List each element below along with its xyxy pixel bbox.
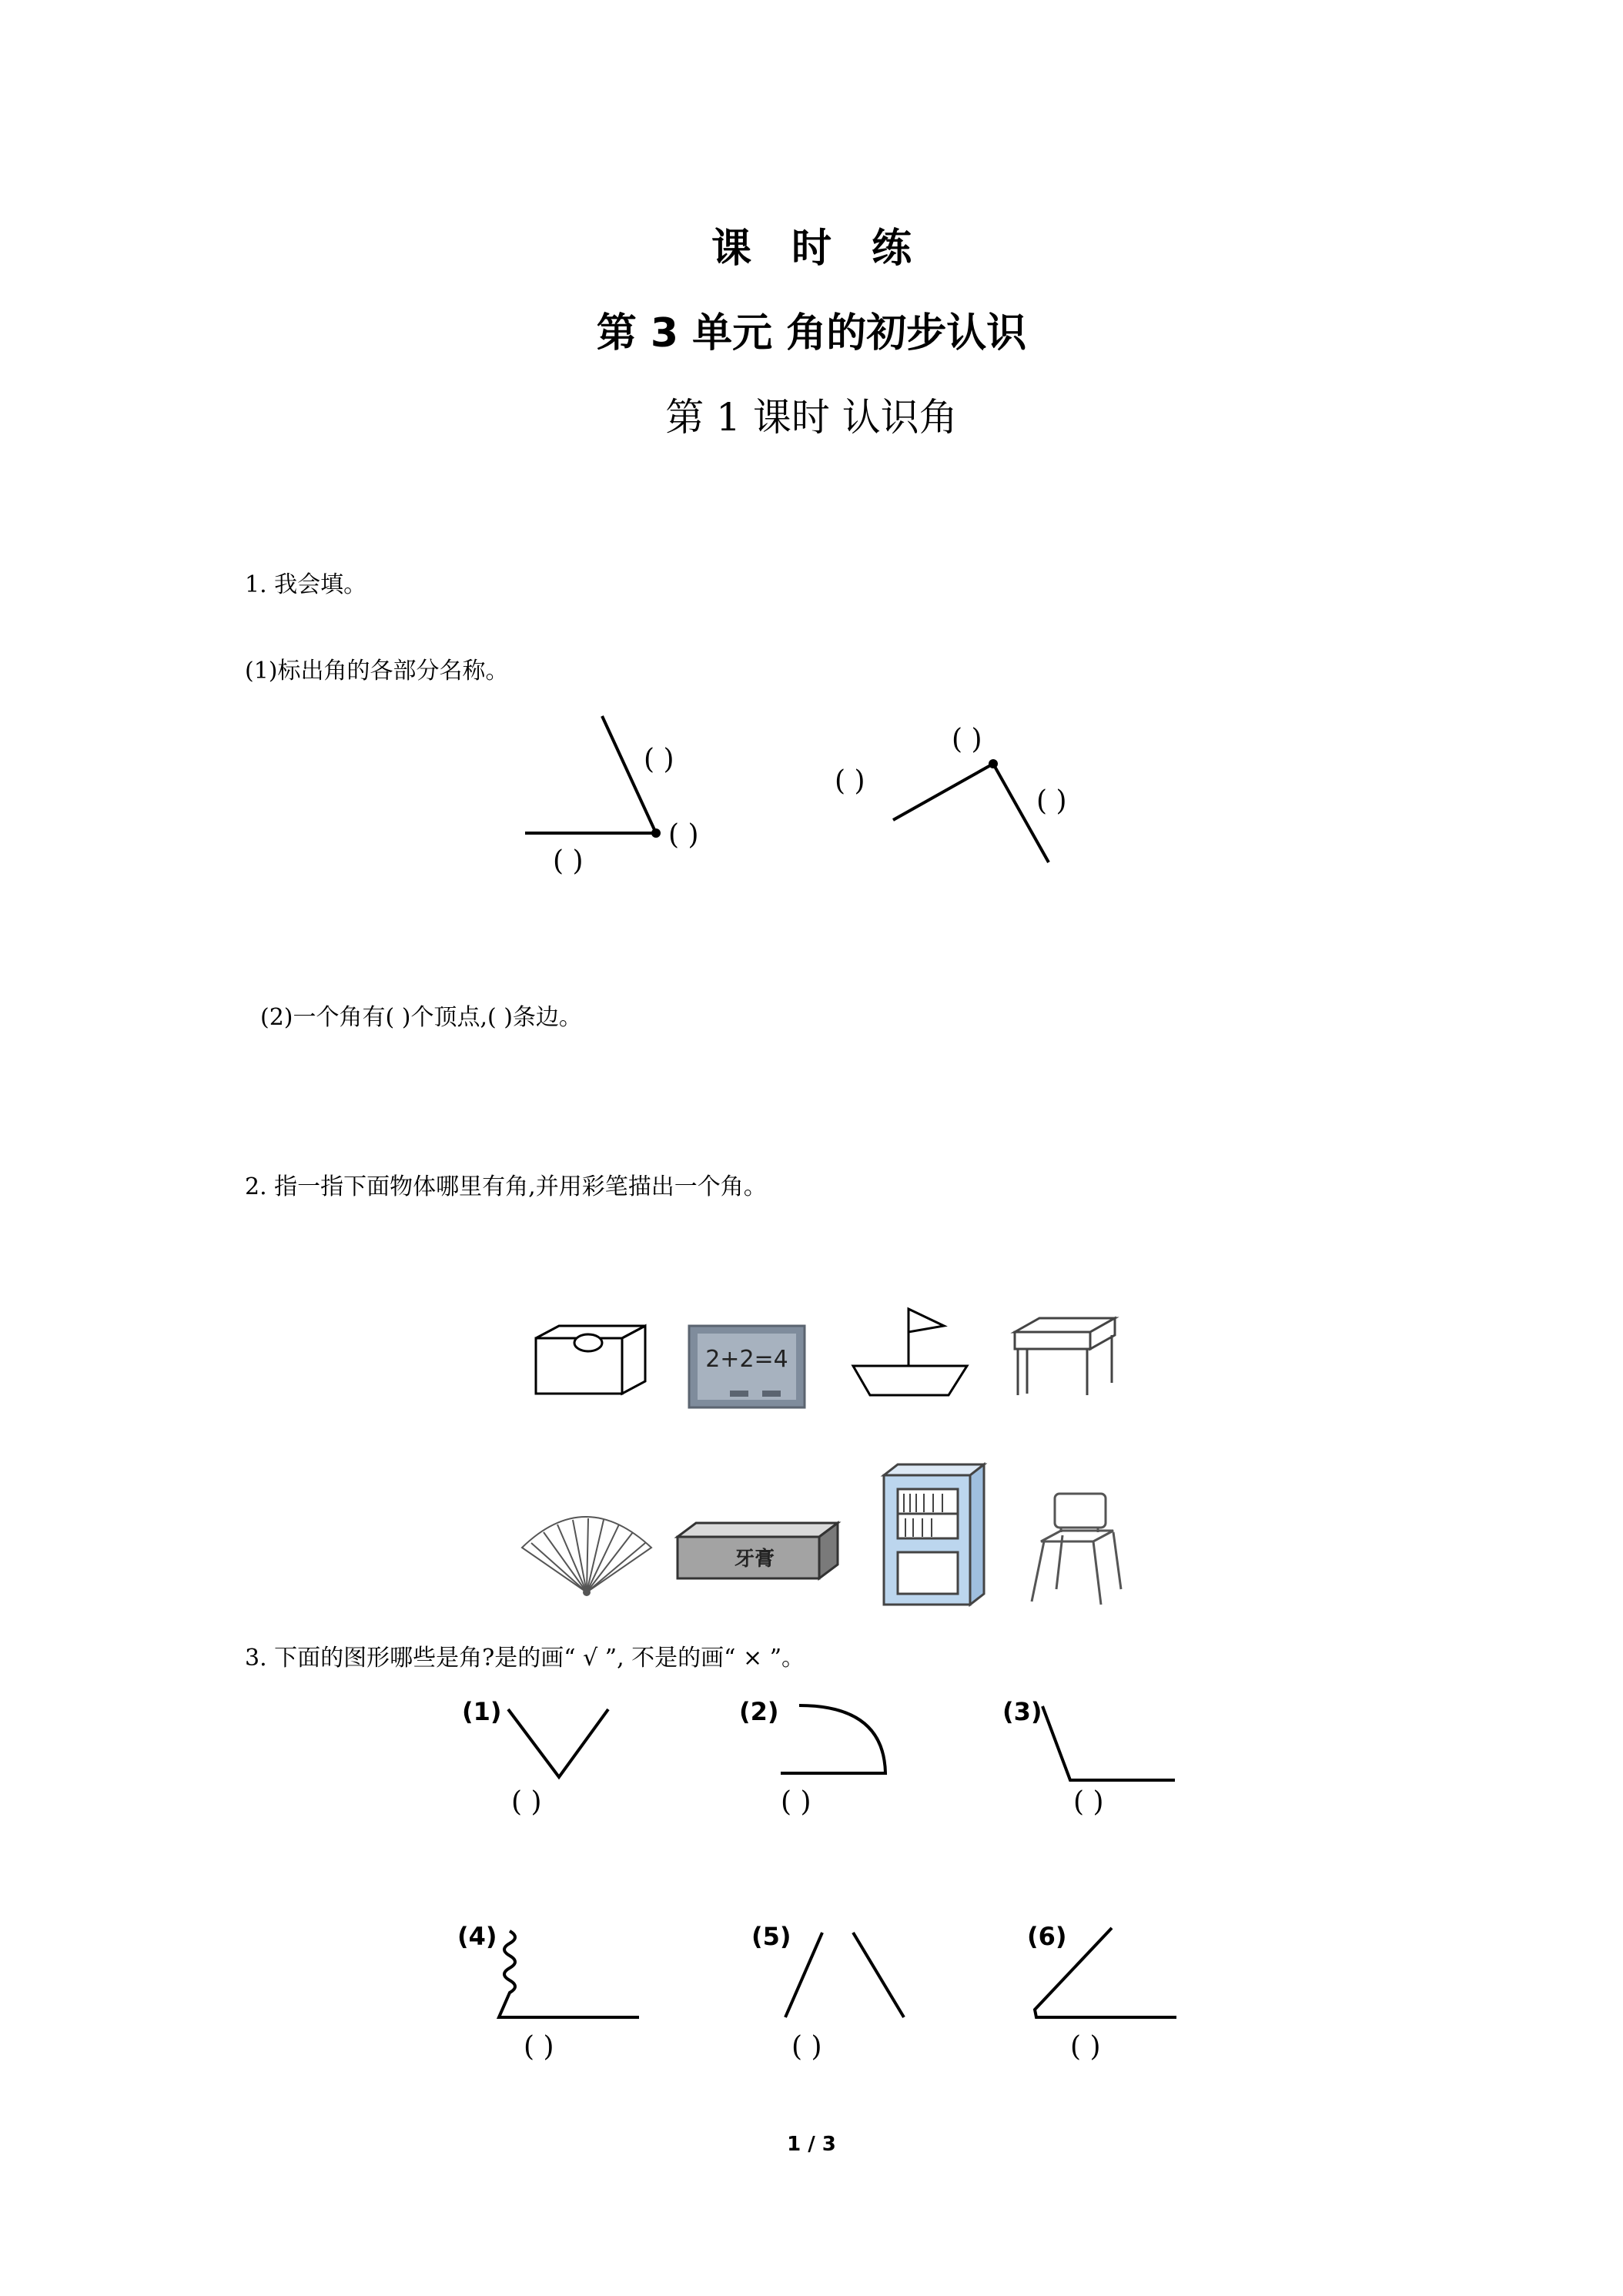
box-icon [536, 1326, 645, 1394]
q1-part1: (1)标出角的各部分名称。 [245, 658, 509, 684]
blackboard-text: 2+2=4 [705, 1346, 788, 1373]
q2-heading: 2. 指一指下面物体哪里有角,并用彩笔描出一个角。 [245, 1173, 767, 1200]
unit-title: 第 3 单元 角的初步认识 [596, 310, 1027, 356]
blank-side-a2[interactable]: ( ) [553, 845, 584, 877]
answer-blank-5[interactable]: ( ) [791, 2031, 822, 2063]
lesson-title: 第 1 课时 认识角 [665, 395, 958, 440]
figure-3 [1042, 1706, 1175, 1780]
blank-vertex-b[interactable]: ( ) [952, 724, 982, 755]
vertex-dot-a [651, 828, 661, 838]
page-title: 课时练 [711, 226, 952, 272]
bookshelf-icon [884, 1464, 984, 1605]
figure-label-3: (3) [1002, 1697, 1042, 1726]
answer-blank-3[interactable]: ( ) [1073, 1786, 1104, 1818]
answer-blank-6[interactable]: ( ) [1070, 2031, 1101, 2063]
answer-blank-1[interactable]: ( ) [511, 1786, 542, 1818]
answer-blank-2[interactable]: ( ) [781, 1786, 812, 1818]
toothpaste-text: 牙膏 [734, 1548, 775, 1571]
blank-vertex-a[interactable]: ( ) [668, 819, 699, 851]
figure-label-4: (4) [457, 1922, 497, 1951]
figure-label-5: (5) [751, 1922, 791, 1951]
fan-icon [522, 1517, 651, 1595]
q1-angle-b [893, 764, 1049, 862]
figure-4 [499, 1931, 639, 2017]
figure-label-2: (2) [739, 1697, 779, 1726]
chair-icon [1032, 1494, 1121, 1605]
page-number: 1 / 3 [787, 2133, 836, 2156]
q1-angle-a [525, 716, 656, 833]
blank-side-a[interactable]: ( ) [644, 744, 674, 775]
vertex-dot-b [989, 759, 998, 768]
q3-heading: 3. 下面的图形哪些是角?是的画“ √ ”, 不是的画“ × ”。 [245, 1645, 805, 1672]
q1-part2: (2)一个角有( )个顶点,( )条边。 [260, 1004, 582, 1031]
figure-label-6: (6) [1027, 1922, 1067, 1951]
figure-2 [781, 1705, 885, 1773]
desk-icon [1015, 1318, 1115, 1395]
figure-1 [508, 1709, 608, 1777]
blank-side-b[interactable]: ( ) [835, 765, 865, 797]
sailboat-icon [853, 1309, 967, 1395]
answer-blank-4[interactable]: ( ) [524, 2031, 554, 2063]
q1-heading: 1. 我会填。 [245, 571, 367, 598]
figure-label-1: (1) [462, 1697, 502, 1726]
figure-5b [853, 1933, 904, 2017]
blank-side-b2[interactable]: ( ) [1036, 785, 1067, 817]
